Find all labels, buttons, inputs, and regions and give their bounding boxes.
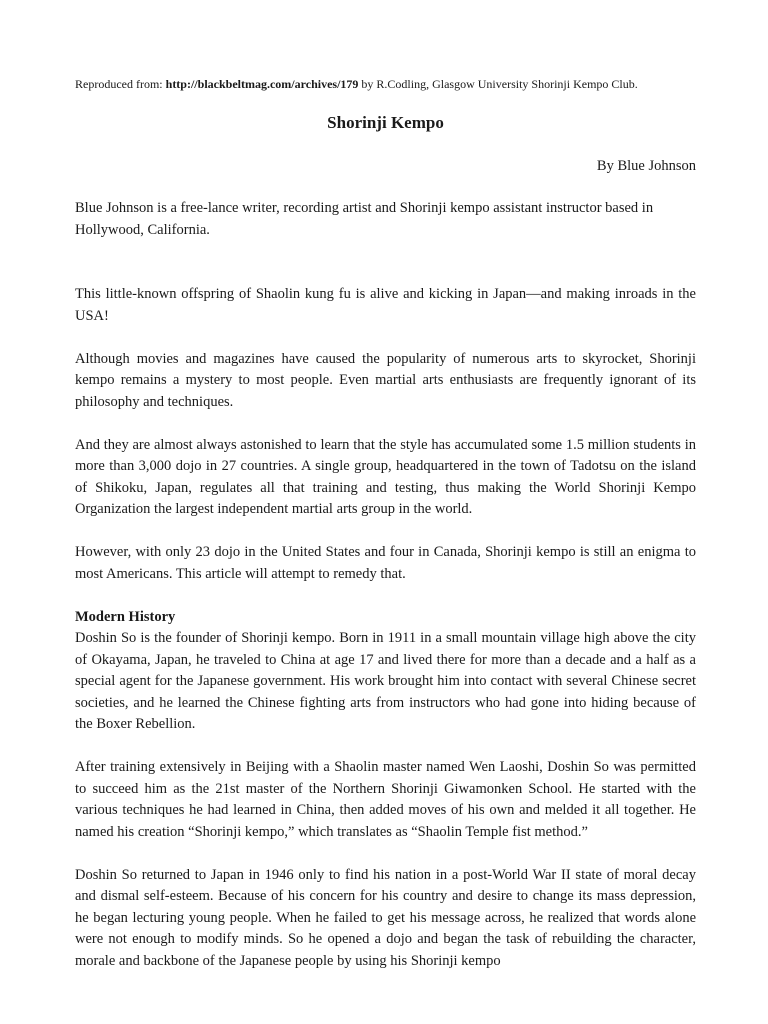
source-url[interactable]: http://blackbeltmag.com/archives/179 xyxy=(165,77,359,91)
section-paragraph: Doshin So is the founder of Shorinji kempo. Born in 1911 in a small mountain village high above the city of Okayama, Japan, he traveled to China at age 17 and lived there for more than a decade and a half as a special agent for the Japanese government. His work brought him into contact with several Chinese secret societies, and he learned the Chinese fighting arts from instructors who had gone into hiding because of the Boxer Rebellion. xyxy=(75,630,696,732)
article-title: Shorinji Kempo xyxy=(327,113,444,132)
body-paragraph: Although movies and magazines have caused the popularity of numerous arts to skyrocket, Shorinji kempo remains a mystery to most people. Even martial arts enthusiasts are frequently ignorant of its philosophy and techniques. xyxy=(75,350,696,410)
source-suffix: by R.Codling, Glasgow University Shorinji Kempo Club. xyxy=(358,77,638,91)
body-paragraph: However, with only 23 dojo in the United States and four in Canada, Shorinji kempo is still an enigma to most Americans. This article will attempt to remedy that. xyxy=(75,544,696,582)
section-heading: Modern History xyxy=(75,608,176,625)
source-attribution xyxy=(75,76,638,92)
article-byline: By Blue Johnson xyxy=(596,158,696,174)
section-paragraph: Doshin So returned to Japan in 1946 only to find his nation in a post-World War II state of moral decay and dismal self-esteem. Because of his concern for his country and desire to change its mass depression, he began lecturing young people. When he failed to get his message across, he realized that words alone were not enough to modify minds. So he opened a dojo and began the task of rebuilding the character, morale and backbone of the Japanese people by using his Shorinji kempo xyxy=(75,866,696,969)
section-paragraph: After training extensively in Beijing with a Shaolin master named Wen Laoshi, Doshin So was permitted to succeed him as the 21st master of the Northern Shorinji Giwamonken School. He started with the various techniques he had learned in China, then added moves of his own and melded it all together. He named his creation “Shorinji kempo,” which translates as “Shaolin Temple fist method.” xyxy=(75,759,696,840)
body-paragraph: And they are almost always astonished to learn that the style has accumulated some 1.5 million students in more than 3,000 dojo in 27 countries. A single group, headquartered in the town of Tadotsu on the island of Shikoku, Japan, regulates all that training and testing, thus making the World Shorinji Kempo Organization the largest independent martial arts group in the world. xyxy=(75,436,696,517)
intro-paragraph: This little-known offspring of Shaolin kung fu is alive and kicking in Japan—and making inroads in the USA! xyxy=(75,286,696,324)
source-prefix: Reproduced from: xyxy=(75,77,166,91)
author-bio: Blue Johnson is a free-lance writer, recording artist and Shorinji kempo assistant instructor based in Hollywood, California. xyxy=(75,200,654,238)
article-body xyxy=(75,198,696,994)
